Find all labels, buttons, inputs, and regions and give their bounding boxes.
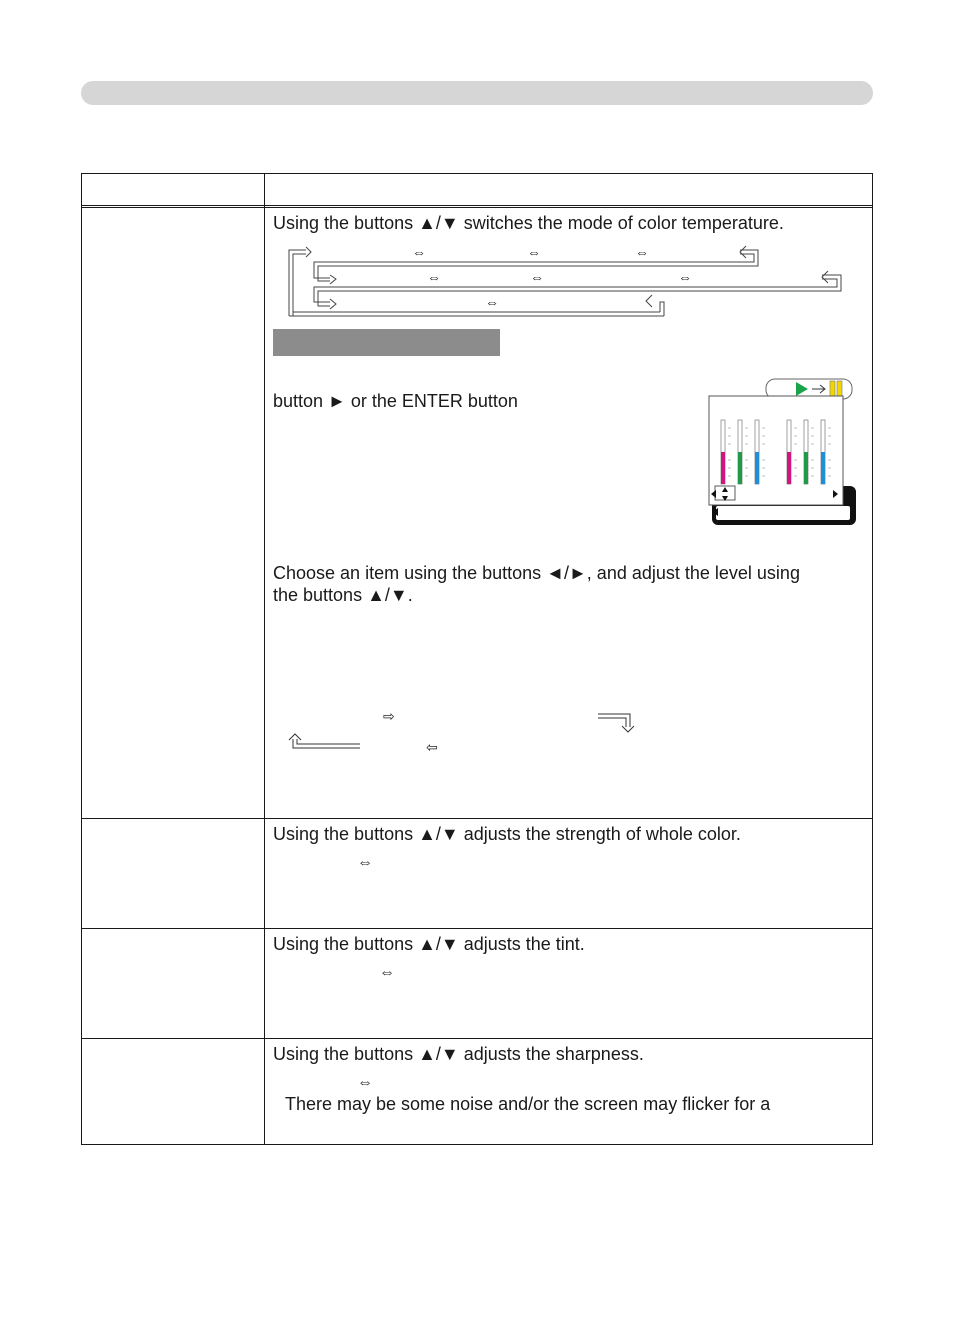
right-arrow-icon: ⇨ [383, 708, 395, 724]
enter-button-instruction: button ► or the ENTER button [273, 391, 518, 411]
color-description: Using the buttons ▲/▼ adjusts the strength of whole color. [273, 824, 741, 844]
bidirectional-arrow-icon: ⇔ [635, 244, 649, 260]
bidirectional-arrow-icon: ⇔ [678, 269, 692, 285]
row-divider [82, 818, 872, 819]
bidirectional-arrow-icon: ⇔ [357, 854, 373, 871]
sharpness-description: Using the buttons ▲/▼ adjusts the sharpness. [273, 1044, 644, 1064]
bidirectional-arrow-icon: ⇔ [530, 269, 544, 285]
bidirectional-arrow-icon: ⇔ [427, 269, 441, 285]
sharpness-noise-note: There may be some noise and/or the screen may flicker for a [285, 1094, 771, 1114]
left-arrow-icon: ⇦ [426, 739, 438, 755]
bidirectional-arrow-icon: ⇔ [527, 244, 541, 260]
bidirectional-arrow-icon: ⇔ [485, 294, 499, 310]
choose-item-instruction-cont: the buttons ▲/▼. [273, 585, 413, 605]
row-divider [82, 928, 872, 929]
choose-item-instruction: Choose an item using the buttons ◄/►, and adjust the level using [273, 563, 800, 583]
bidirectional-arrow-icon: ⇔ [379, 964, 395, 981]
row-divider [82, 1038, 872, 1039]
tint-description: Using the buttons ▲/▼ adjusts the tint. [273, 934, 585, 954]
color-temp-description: Using the buttons ▲/▼ switches the mode of color temperature. [273, 213, 784, 233]
bidirectional-arrow-icon: ⇔ [412, 244, 426, 260]
bidirectional-arrow-icon: ⇔ [357, 1074, 373, 1091]
